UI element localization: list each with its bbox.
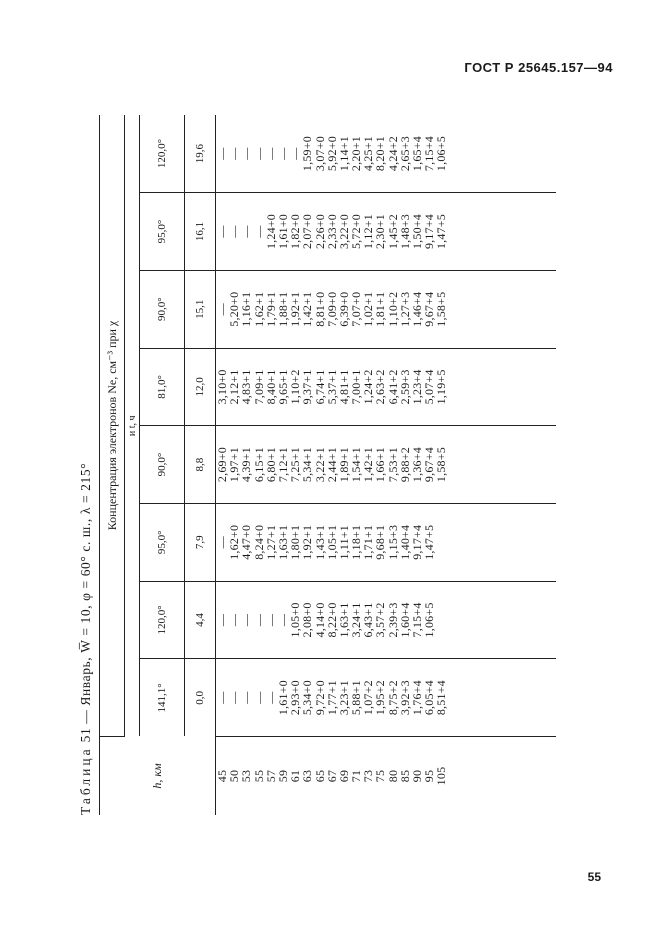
- density-column: [216, 503, 557, 581]
- density-value: 1,79+1: [263, 291, 278, 327]
- density-value: 1,61+0: [275, 680, 290, 716]
- density-value: 1,61+0: [275, 214, 290, 250]
- density-value: —: [251, 613, 266, 627]
- chi-header-cell: 90,0°: [140, 426, 185, 504]
- density-value: 5,34+1: [300, 447, 315, 483]
- density-value: 4,39+1: [239, 447, 254, 483]
- density-value: 1,47+5: [422, 524, 437, 560]
- density-column: [216, 348, 557, 426]
- time-header-cell: 8,8: [185, 426, 216, 504]
- density-value: 1,05+0: [288, 602, 303, 638]
- density-value: 1,62+0: [227, 524, 242, 560]
- density-value: 1,82+0: [288, 214, 303, 250]
- density-value: 1,19+5: [434, 369, 449, 405]
- caption-number: 51: [78, 727, 93, 743]
- height-value: 61: [288, 769, 303, 783]
- height-header: h, км: [100, 737, 216, 816]
- density-value: 8,81+0: [312, 291, 327, 327]
- height-value: 85: [397, 769, 412, 783]
- density-value: 9,17+4: [422, 214, 437, 250]
- density-value: 7,25+1: [288, 447, 303, 483]
- height-value: 63: [300, 769, 315, 783]
- density-value: 1,58+5: [434, 291, 449, 327]
- density-value: 1,92+1: [288, 291, 303, 327]
- density-value: 7,15+4: [410, 602, 424, 638]
- density-value: 2,33+0: [324, 214, 339, 250]
- height-value: 55: [251, 769, 266, 783]
- chi-header-cell: 95,0°: [140, 193, 185, 271]
- density-value: 5,34+0: [300, 680, 315, 716]
- density-value: 2,20+1: [349, 136, 364, 172]
- density-value: 2,44+1: [324, 447, 339, 483]
- density-value: —: [239, 691, 254, 704]
- density-value: 3,22+1: [312, 447, 327, 483]
- density-value: —: [215, 225, 229, 238]
- density-value: 4,24+2: [385, 136, 400, 172]
- density-value: 1,88+1: [275, 291, 290, 327]
- density-value: 2,69+0: [215, 447, 229, 483]
- density-value: 3,24+1: [349, 602, 364, 638]
- density-column: [216, 581, 557, 659]
- density-value: 1,60+4: [397, 602, 412, 638]
- density-value: 1,15+3: [385, 524, 400, 560]
- density-value: 5,72+0: [349, 214, 364, 250]
- density-value: 7,09+1: [251, 369, 266, 405]
- time-header-cell: 12,0: [185, 348, 216, 426]
- height-value: 45: [215, 769, 229, 783]
- density-value: 1,18+1: [349, 524, 364, 560]
- table-caption: [75, 115, 97, 815]
- time-header-cell: 4,4: [185, 581, 216, 659]
- density-value: 7,53+1: [385, 447, 400, 483]
- density-value: 2,63+2: [373, 369, 388, 405]
- density-value: —: [215, 147, 229, 160]
- density-value: 1,97+1: [227, 447, 242, 483]
- height-value: 73: [361, 769, 376, 783]
- density-value: 7,15+4: [422, 136, 437, 172]
- density-value: 2,12+1: [227, 369, 242, 405]
- density-value: —: [251, 691, 266, 704]
- density-value: 6,43+1: [361, 602, 376, 638]
- density-value: 5,92+0: [324, 136, 339, 172]
- chi-header-cell: 120,0°: [140, 581, 185, 659]
- density-value: 1,54+1: [349, 447, 364, 483]
- chi-header-cell: 120,0°: [140, 115, 185, 193]
- time-header-cell: 19,6: [185, 115, 216, 193]
- density-value: 2,65+3: [397, 136, 412, 172]
- table-block: [75, 115, 620, 815]
- density-value: —: [239, 225, 254, 238]
- density-value: 4,25+1: [361, 136, 376, 172]
- density-value: 9,17+4: [410, 524, 424, 560]
- density-value: 6,15+1: [251, 447, 266, 483]
- density-value: 1,59+0: [300, 136, 315, 172]
- density-value: 2,30+1: [373, 214, 388, 250]
- density-column: [216, 426, 557, 504]
- density-value: 1,50+4: [410, 214, 424, 250]
- height-value: 95: [422, 769, 437, 783]
- density-value: 1,24+0: [263, 214, 278, 250]
- chi-header-cell: 81,0°: [140, 348, 185, 426]
- density-column: [216, 270, 557, 348]
- density-value: 9,67+4: [422, 447, 437, 483]
- density-value: 7,00+1: [349, 369, 364, 405]
- density-value: 9,72+0: [312, 680, 327, 716]
- density-value: 7,09+0: [324, 291, 339, 327]
- density-value: —: [263, 691, 278, 704]
- height-value: 65: [312, 769, 327, 783]
- density-value: 1,71+1: [361, 524, 376, 560]
- density-value: 1,62+1: [251, 291, 266, 327]
- density-value: 9,68+1: [373, 524, 388, 560]
- density-value: —: [263, 613, 278, 627]
- density-value: 9,88+2: [397, 447, 412, 483]
- density-value: 1,10+2: [288, 369, 303, 405]
- density-value: 3,10+0: [215, 369, 229, 405]
- density-value: 9,67+4: [422, 291, 437, 327]
- height-value: 71: [349, 769, 364, 783]
- density-value: —: [227, 225, 242, 238]
- density-value: 1,14+1: [336, 136, 351, 172]
- density-value: 1,92+1: [300, 524, 315, 560]
- density-value: 6,39+0: [336, 291, 351, 327]
- density-value: 5,37+1: [324, 369, 339, 405]
- density-value: —: [215, 691, 229, 704]
- height-value: 67: [324, 769, 339, 783]
- density-column: [216, 115, 557, 193]
- density-value: 8,20+1: [373, 136, 388, 172]
- group-header: Концентрация электронов Ne, см⁻³ при χ: [100, 115, 125, 737]
- density-value: 1,02+1: [361, 291, 376, 327]
- density-value: 1,16+1: [239, 291, 254, 327]
- density-value: 1,27+1: [263, 524, 278, 560]
- density-value: 1,48+3: [397, 214, 412, 250]
- rotated-table-block: [75, 115, 620, 815]
- density-value: 5,20+0: [227, 291, 242, 327]
- chi-header-cell: 90,0°: [140, 270, 185, 348]
- density-value: 2,39+3: [385, 602, 400, 638]
- density-value: 1,07+2: [361, 680, 376, 716]
- caption-text: — Январь, W̅ = 10, φ = 60° с. ш., λ = 215°: [78, 462, 93, 724]
- density-value: 1,65+4: [410, 136, 424, 172]
- density-value: 6,41+2: [385, 369, 400, 405]
- density-value: 8,75+2: [385, 680, 400, 716]
- density-value: 4,81+1: [336, 369, 351, 405]
- density-value: 1,77+1: [324, 680, 339, 716]
- density-value: 1,81+1: [373, 291, 388, 327]
- density-value: 1,80+1: [288, 524, 303, 560]
- density-value: 7,07+0: [349, 291, 364, 327]
- density-value: —: [251, 147, 266, 160]
- density-value: 5,88+1: [349, 680, 364, 716]
- density-value: 2,08+0: [300, 602, 315, 638]
- density-value: 5,07+4: [422, 369, 437, 405]
- density-value: —: [239, 613, 254, 627]
- density-column: [216, 193, 557, 271]
- density-value: —: [251, 225, 266, 238]
- time-header-cell: 0,0: [185, 659, 216, 737]
- density-value: 4,83+1: [239, 369, 254, 405]
- density-value: 9,37+1: [300, 369, 315, 405]
- chi-header-cell: 141,1°: [140, 659, 185, 737]
- density-value: 1,42+1: [300, 291, 315, 327]
- density-value: 1,42+1: [361, 447, 376, 483]
- density-value: 1,06+5: [422, 602, 437, 638]
- density-value: 8,51+4: [434, 680, 449, 716]
- height-value: 59: [275, 769, 290, 783]
- density-value: 6,80+1: [263, 447, 278, 483]
- density-value: —: [215, 303, 229, 316]
- density-value: 1,95+2: [373, 680, 388, 716]
- density-value: 1,66+1: [373, 447, 388, 483]
- density-value: 8,40+1: [263, 369, 278, 405]
- density-value: —: [275, 613, 290, 627]
- density-value: —: [227, 147, 242, 160]
- density-value: 2,26+0: [312, 214, 327, 250]
- density-value: 1,58+5: [434, 447, 449, 483]
- density-value: —: [263, 147, 278, 160]
- density-value: 3,57+2: [373, 602, 388, 638]
- height-value: 53: [239, 769, 254, 783]
- density-value: 1,05+1: [324, 524, 339, 560]
- density-value: 2,93+0: [288, 680, 303, 716]
- density-value: 3,23+1: [336, 680, 351, 716]
- density-value: —: [227, 691, 242, 704]
- density-value: —: [227, 613, 242, 627]
- time-header: и t, ч: [125, 115, 140, 737]
- height-value: 50: [227, 769, 242, 783]
- time-header-cell: 16,1: [185, 193, 216, 271]
- density-value: 1,24+2: [361, 369, 376, 405]
- density-value: 2,59+3: [397, 369, 412, 405]
- density-value: 1,63+1: [275, 524, 290, 560]
- density-value: 8,22+0: [324, 602, 339, 638]
- height-value: 69: [336, 769, 351, 783]
- time-header-cell: 7,9: [185, 503, 216, 581]
- density-value: 1,23+4: [410, 369, 424, 405]
- electron-density-table: [99, 115, 556, 815]
- density-value: 1,63+1: [336, 602, 351, 638]
- density-value: —: [275, 147, 290, 160]
- height-value: 105: [434, 766, 449, 786]
- density-value: 1,43+1: [312, 524, 327, 560]
- table-row: [216, 115, 557, 815]
- density-value: 3,22+0: [336, 214, 351, 250]
- density-value: 1,47+5: [434, 214, 449, 250]
- page-number: 55: [587, 870, 601, 884]
- density-value: 1,76+4: [410, 680, 424, 716]
- density-value: —: [215, 613, 229, 627]
- density-value: 1,40+4: [397, 524, 412, 560]
- height-value: 57: [263, 769, 278, 783]
- density-value: 1,06+5: [434, 136, 449, 172]
- density-value: 4,47+0: [239, 524, 254, 560]
- density-value: 1,12+1: [361, 214, 376, 250]
- density-value: 6,74+1: [312, 369, 327, 405]
- density-value: 1,11+1: [336, 525, 351, 560]
- height-value: 90: [410, 769, 424, 783]
- density-value: 3,07+0: [312, 136, 327, 172]
- standard-header: ГОСТ Р 25645.157—94: [464, 60, 613, 75]
- chi-header-cell: 95,0°: [140, 503, 185, 581]
- height-column: [216, 737, 557, 816]
- density-value: 1,45+2: [385, 214, 400, 250]
- density-value: 1,10+2: [385, 291, 400, 327]
- density-value: 6,05+4: [422, 680, 437, 716]
- height-value: 80: [385, 769, 400, 783]
- density-value: —: [239, 147, 254, 160]
- density-value: 2,07+0: [300, 214, 315, 250]
- density-value: 7,12+1: [275, 447, 290, 483]
- time-header-cell: 15,1: [185, 270, 216, 348]
- height-value: 75: [373, 769, 388, 783]
- density-value: 9,65+1: [275, 369, 290, 405]
- density-value: 1,46+4: [410, 291, 424, 327]
- density-value: —: [288, 147, 303, 160]
- density-value: 1,27+3: [397, 291, 412, 327]
- density-value: 1,89+1: [336, 447, 351, 483]
- density-column: [216, 659, 557, 737]
- density-value: 1,36+4: [410, 447, 424, 483]
- time-header-row: [185, 115, 216, 815]
- density-value: —: [215, 536, 229, 549]
- density-value: 4,14+0: [312, 602, 327, 638]
- caption-label: Таблица: [78, 746, 93, 815]
- chi-header-row: [140, 115, 185, 815]
- density-value: 8,24+0: [251, 524, 266, 560]
- density-value: 3,92+3: [397, 680, 412, 716]
